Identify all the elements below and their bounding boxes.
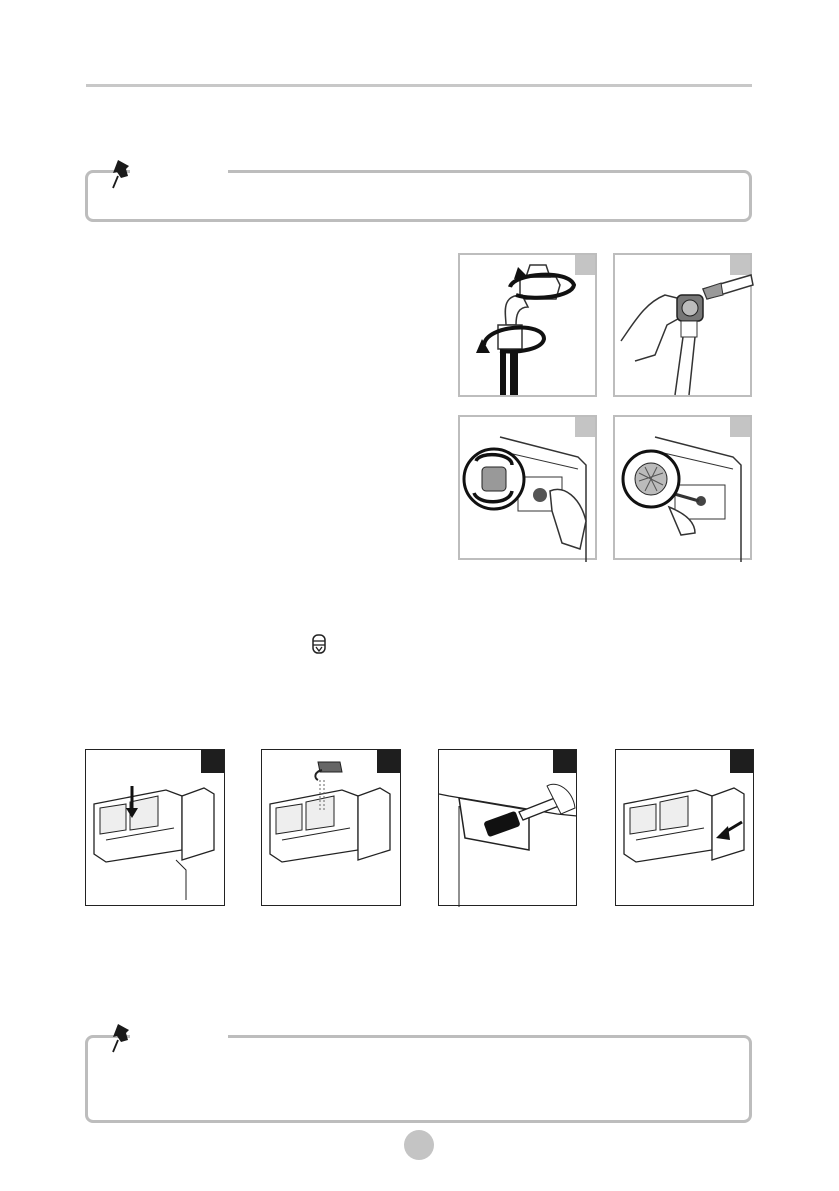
drawer-symbol-icon	[311, 633, 327, 655]
figure-press-drawer-release	[85, 749, 225, 906]
page-number-badge	[404, 1130, 434, 1160]
note-box-bottom	[85, 1035, 752, 1123]
figure-rinse-drawer	[261, 749, 401, 906]
figure-tap-hose	[458, 253, 597, 397]
figure-brush-drawer-recess	[438, 749, 577, 906]
figure-brush-hose	[613, 253, 752, 397]
pushpin-icon	[107, 156, 137, 190]
figure-push-drawer-back	[615, 749, 754, 906]
figure-clean-inlet-filter	[613, 415, 752, 560]
header-rule	[86, 84, 752, 87]
pushpin-icon	[107, 1020, 137, 1054]
note-box-top	[85, 170, 752, 222]
figure-unscrew-hose	[458, 415, 597, 560]
